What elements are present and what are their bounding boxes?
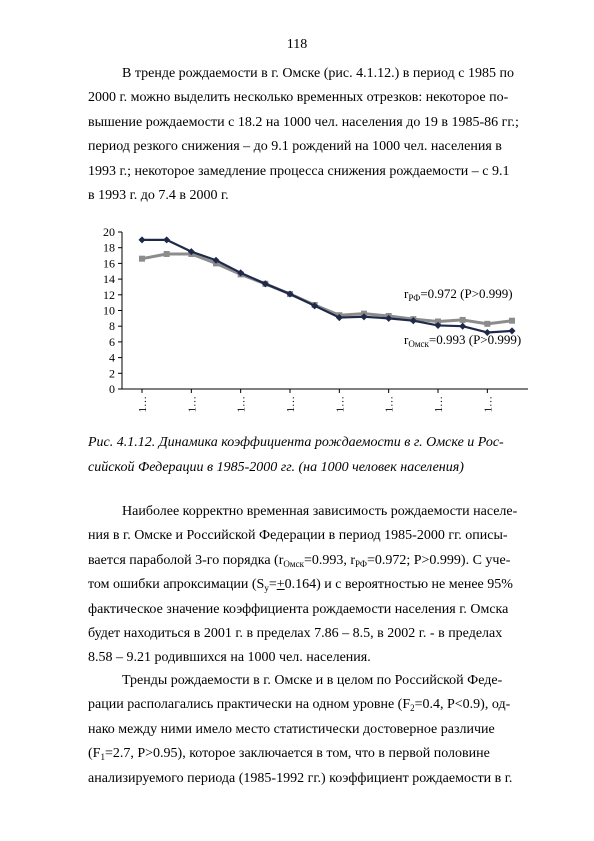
paragraph-trends-comparison — [88, 669, 556, 791]
data-point-omsk — [163, 236, 170, 243]
data-point-rf — [509, 318, 515, 324]
text-line: Наиболее корректно временная зависимость рождаемости населе- — [122, 504, 518, 519]
y-tick-label: 14 — [103, 272, 115, 287]
y-tick-label: 8 — [109, 319, 115, 334]
x-tick-label: 1… — [482, 396, 495, 413]
text-line: Тренды рождаемости в г. Омске и в целом по Российской Феде- — [122, 673, 503, 688]
data-point-omsk — [459, 323, 466, 330]
page-number: 118 — [286, 37, 308, 52]
x-tick-label: 1… — [433, 396, 445, 413]
y-tick-label: 18 — [103, 240, 115, 255]
text-line: в 1993 г. до 7.4 в 2000 г. — [88, 188, 229, 204]
text-line: будет находиться в 2001 г. в пределах 7.86 – 8.5, в 2002 г. - в пределах — [88, 626, 503, 642]
birth-rate-chart — [88, 222, 548, 422]
x-tick-label: 1… — [285, 396, 297, 413]
paragraph-approximation — [88, 500, 556, 671]
y-tick-label: 4 — [109, 350, 115, 365]
y-tick-label: 20 — [103, 225, 115, 239]
x-tick-label: 1… — [383, 396, 396, 413]
x-tick-label: 1… — [334, 396, 347, 413]
text-line: анализируемого периода (1985-1992 гг.) коэффициент рождаемости в г. — [88, 770, 513, 786]
figure-caption — [88, 430, 556, 480]
text-line: нако между ними имело место статистически достоверное различие — [88, 721, 495, 737]
data-point-rf — [484, 321, 490, 327]
text-line: 8.58 – 9.21 родившихся на 1000 чел. населения. — [88, 650, 371, 666]
x-tick-label: 1… — [235, 396, 248, 413]
y-tick-label: 16 — [103, 256, 115, 271]
data-point-rf — [164, 251, 170, 257]
text-line: вается параболой 3-го порядка ($r_{Омск}=0.993$, $r_{РФ}=0.972$; P>0.999). С уче- — [88, 552, 511, 569]
x-tick-label: 1… — [137, 396, 149, 413]
paragraph-birth-rate-trend — [88, 62, 556, 208]
y-tick-label: 10 — [103, 303, 115, 318]
text-line: В тренде рождаемости в г. Омске (рис. 4.1.12.) в период с 1985 по — [122, 66, 514, 81]
text-line: период резкого снижения – до 9.1 рождений на 1000 чел. населения в — [88, 139, 502, 155]
y-tick-label: 12 — [103, 287, 115, 302]
data-point-rf — [139, 256, 145, 262]
data-point-omsk — [138, 236, 145, 243]
correlation-label-rf: $r_{РФ}=0.972$ (P>0.999) — [404, 286, 513, 303]
text-line: рации располагались практически на одном уровне ($F_2=0.4$, P<0.9), од- — [88, 697, 511, 714]
text-line: фактическое значение коэффициента рождаемости населения г. Омска — [88, 601, 509, 617]
caption-line: Рис. 4.1.12. Динамика коэффициента рождаемости в г. Омске и Рос- — [88, 435, 504, 450]
text-line: 2000 г. можно выделить несколько временных отрезков: некоторое по- — [88, 90, 509, 106]
text-line: ($F_1=2.7$, P>0.95), которое заключается в том, что в первой половине — [88, 746, 490, 763]
x-tick-label: 1… — [186, 396, 199, 413]
text-line: 1993 г.; некоторое замедление процесса снижения рождаемости – с 9.1 — [88, 163, 510, 179]
caption-line: сийской Федерации в 1985-2000 гг. (на 1000 человек населения) — [88, 460, 464, 475]
correlation-label-omsk: $r_{Омск}=0.993$ (P>0.999) — [404, 332, 522, 349]
text-line: том ошибки апроксимации $(S_y=+0.164)$ и с вероятностью не менее 95% — [88, 577, 513, 594]
text-line: вышение рождаемости с 18.2 на 1000 чел. населения до 19 в 1985-86 гг.; — [88, 114, 519, 130]
y-tick-label: 6 — [109, 334, 115, 349]
y-tick-label: 2 — [109, 366, 115, 381]
text-line: ния в г. Омске и Российской Федерации в период 1985-2000 гг. описы- — [88, 528, 508, 544]
y-tick-label: 0 — [109, 382, 115, 396]
data-point-rf — [460, 317, 466, 323]
